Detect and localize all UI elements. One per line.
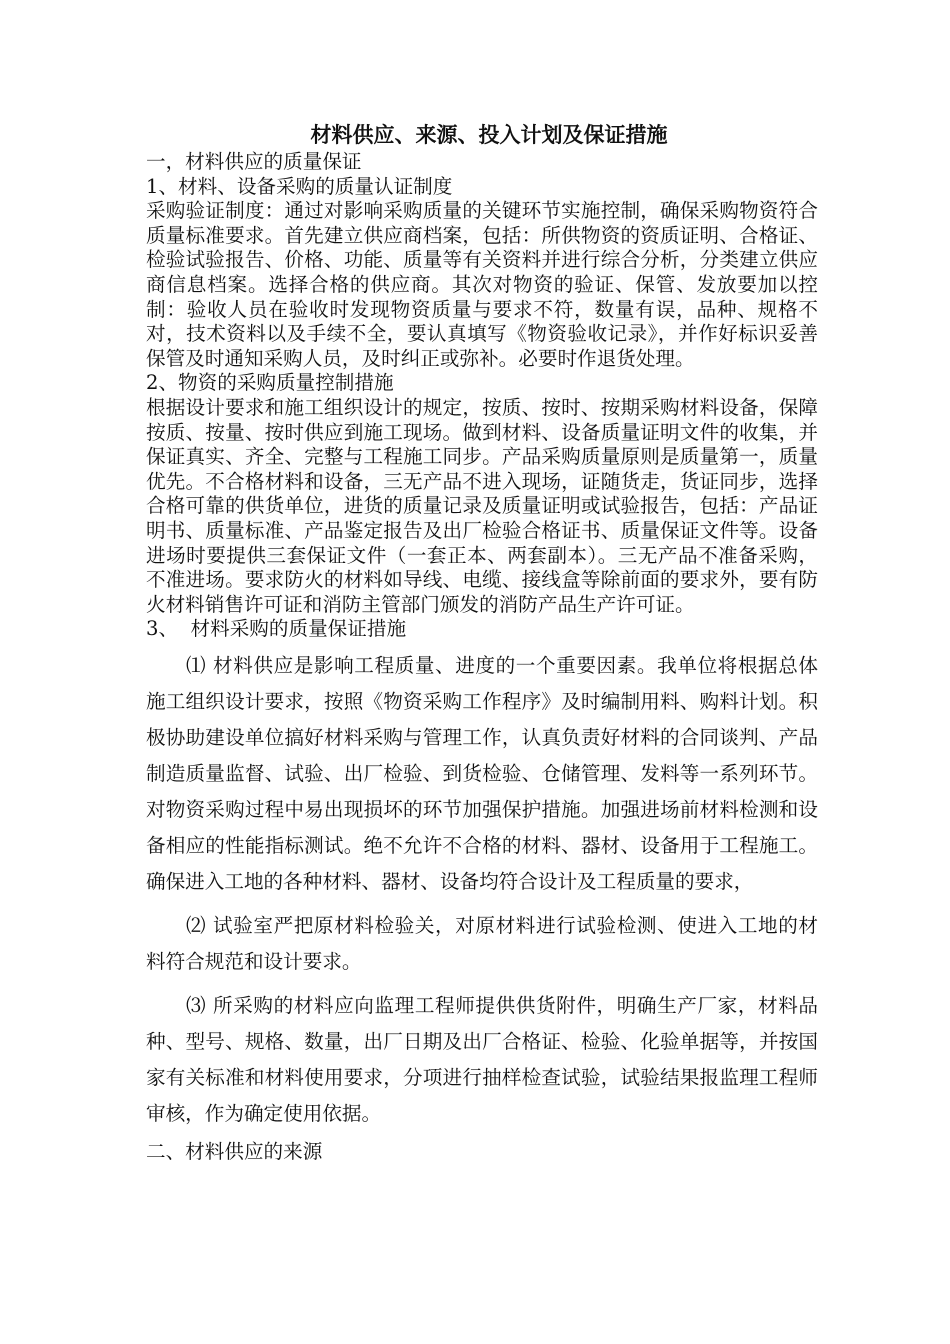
measure-item-1: ⑴ 材料供应是影响工程质量、进度的一个重要因素。我单位将根据总体施工组织设计要求，按照《物资采购工作程序》及时编制用料、购料计划。积极协助建设单位搞好材料采购与管理工作，认真负责好材料的合同谈判、产品制造质量监督、试验、出厂检验、到货检验、仓储管理、发料等一系列环节。对物资采购过程中易出现损坏的环节加强保护措施。加强进场前材料检测和设备相应的性能指标测试。绝不允许不合格的材料、器材、设备用于工程施工。确保进入工地的各种材料、器材、设备均符合设计及工程质量的要求， [146,653,818,893]
subsection-3-heading: 3、 材料采购的质量保证措施 [146,617,407,641]
subsection-2-heading: 2、物资的采购质量控制措施 [146,371,394,395]
subsection-1-heading: 1、材料、设备采购的质量认证制度 [146,174,453,198]
section-2-heading: 二、材料供应的来源 [146,1139,323,1163]
subsection-1-body: 采购验证制度：通过对影响采购质量的关键环节实施控制，确保采购物资符合质量标准要求。首先建立供应商档案，包括：所供物资的资质证明、合格证、检验试验报告、价格、功能、质量等有关资料并进行综合分析，分类建立供应商信息档案。选择合格的供应商。其次对物资的验证、保管、发放要加以控制：验收人员在验收时发现物资质量与要求不符，数量有误，品种、规格不对，技术资料以及手续不全，要认真填写《物资验收记录》，并作好标识妥善保管及时通知采购人员，及时纠正或弥补。必要时作退货处理。 [146,199,818,370]
subsection-2-body: 根据设计要求和施工组织设计的规定，按质、按时、按期采购材料设备，保障按质、按量、按时供应到施工现场。做到材料、设备质量证明文件的收集，并保证真实、齐全、完整与工程施工同步。产品采购质量原则是质量第一，质量优先。不合格材料和设备，三无产品不进入现场，证随货走，货证同步，选择合格可靠的供货单位，进货的质量记录及质量证明或试验报告，包括：产品证明书、质量标准、产品鉴定报告及出厂检验合格证书、质量保证文件等。设备进场时要提供三套保证文件（一套正本、两套副本）。三无产品不准备采购，不准进场。要求防火的材料如导线、电缆、接线盒等除前面的要求外，要有防火材料销售许可证和消防主管部门颁发的消防产品生产许可证。 [146,395,818,616]
measure-item-2: ⑵ 试验室严把原材料检验关，对原材料进行试验检测、使进入工地的材料符合规范和设计要求。 [146,913,818,973]
measure-item-3: ⑶ 所采购的材料应向监理工程师提供供货附件，明确生产厂家，材料品种、型号、规格、数量，出厂日期及出厂合格证、检验、化验单据等，并按国家有关标准和材料使用要求，分项进行抽样检查试验，试验结果报监理工程师审核，作为确定使用依据。 [146,993,818,1125]
document-title: 材料供应、来源、投入计划及保证措施 [310,122,668,147]
document-page [146,120,818,1170]
section-1-heading: 一，材料供应的质量保证 [146,150,362,173]
